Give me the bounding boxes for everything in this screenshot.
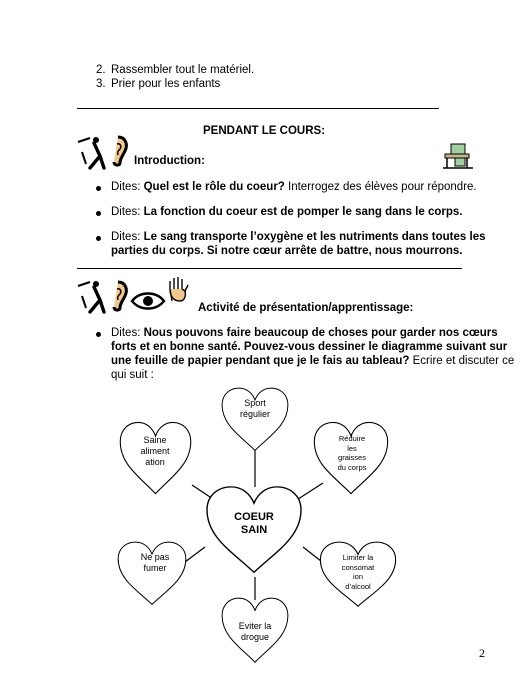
label-line: d’alcool	[345, 581, 371, 591]
page-number: 2	[479, 646, 485, 660]
label-line: consomat	[341, 562, 375, 572]
heart-label-lower-left	[122, 552, 188, 574]
label-line: Limiter la	[342, 553, 374, 562]
label-line: graisses	[338, 453, 366, 462]
heart-label-bottom	[222, 621, 288, 643]
label-line: Réduire	[338, 434, 366, 443]
list-number-3: 3.	[96, 78, 106, 90]
section-title: PENDANT LE COURS:	[203, 125, 326, 137]
list-number-2: 2.	[96, 64, 106, 76]
label-line: ion	[352, 572, 363, 581]
intro-statement-line2: parties du corps. Si notre cœur arrête de battre, nous mourrons.	[111, 245, 463, 257]
introduction-heading: Introduction:	[134, 155, 205, 167]
intro-statement: La fonction du coeur est de pomper le sang dans le corps.	[143, 206, 463, 218]
list-item-2: Rassembler tout le matériel.	[111, 64, 255, 76]
activity-text-line2: forts et en bonne santé. Pouvez-vous dessiner le diagramme suivant sur	[111, 341, 508, 353]
label-line: Ne pas	[140, 552, 170, 562]
heart-label-upper-left	[122, 435, 188, 468]
heart-label-lower-right	[324, 553, 392, 591]
label-line: régulier	[239, 409, 270, 419]
label-line: les	[347, 443, 357, 453]
label-line: ation	[145, 457, 165, 467]
intro-statement-line1: Le sang transporte l’oxygène et les nutriments dans toutes les	[143, 231, 486, 243]
label-line: SAIN	[240, 524, 268, 536]
label-line: COEUR	[234, 511, 274, 523]
activity-heading: Activité de présentation/apprentissage:	[198, 302, 414, 314]
dites-label: Dites:	[111, 327, 144, 339]
list-item-3: Prier pour les enfants	[111, 78, 221, 90]
intro-question: Quel est le rôle du coeur?	[143, 181, 285, 193]
label-line: fumer	[143, 563, 167, 573]
connector-lower-left	[185, 547, 205, 562]
label-line: Saine	[143, 435, 167, 445]
dites-label: Dites:	[111, 231, 144, 243]
heart-label-upper-right	[318, 434, 386, 472]
label-line: du corps	[337, 462, 367, 472]
dites-label: Dites:	[111, 206, 144, 218]
heart-label-center	[220, 511, 288, 537]
activity-instruction-line4: qui suit :	[111, 369, 154, 381]
heart-label-top	[222, 398, 288, 420]
label-line: drogue	[240, 632, 270, 642]
label-line: Eviter la	[238, 621, 272, 631]
dites-label: Dites:	[111, 181, 144, 193]
activity-text-line3: une feuille de papier pendant que je le fais au tableau?	[111, 355, 410, 367]
activity-instruction-line3: Ecrire et discuter ce	[409, 355, 515, 367]
activity-text-line1: Nous pouvons faire beaucoup de choses pour garder nos cœurs	[143, 327, 498, 339]
label-line: Sport	[244, 398, 266, 408]
intro-instruction: Interrogez des élèves pour répondre.	[284, 181, 477, 193]
label-line: aliment	[140, 446, 170, 456]
